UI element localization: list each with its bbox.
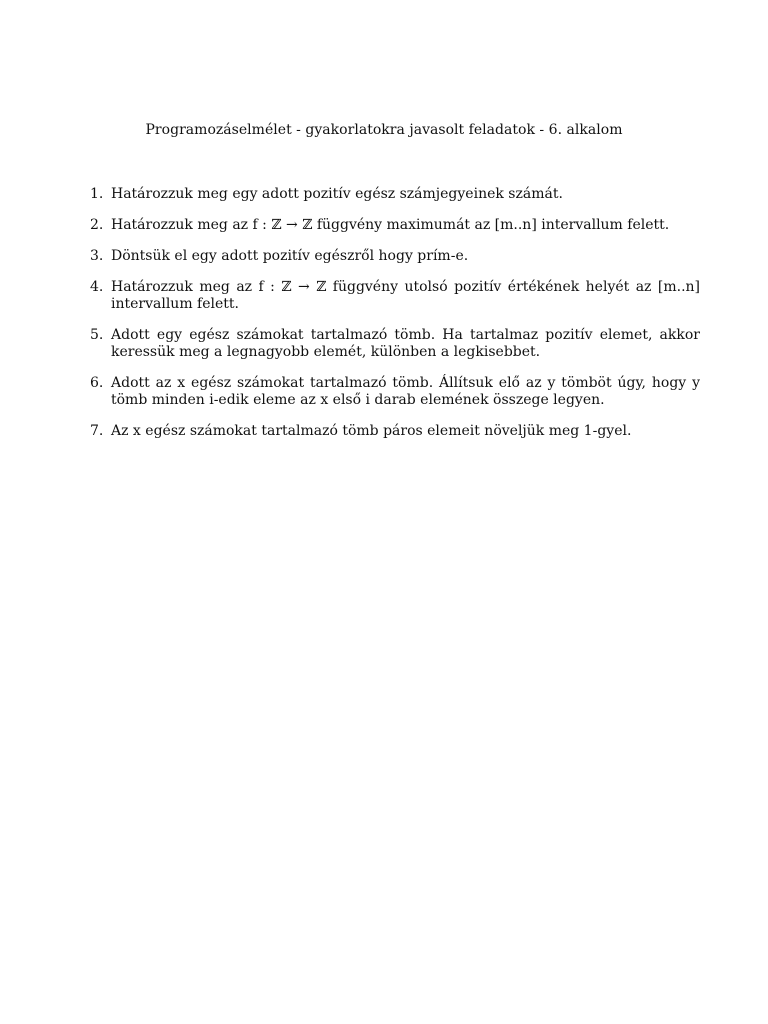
item-number: 6.: [90, 375, 104, 391]
list-item: [90, 217, 700, 234]
item-number: 3.: [90, 248, 104, 264]
item-number: 5.: [90, 327, 104, 343]
list-item: [90, 423, 700, 440]
item-number: 2.: [90, 217, 104, 233]
item-number: 7.: [90, 423, 104, 439]
list-item: [90, 248, 700, 265]
item-number: 4.: [90, 279, 104, 295]
item-number: 1.: [90, 186, 104, 202]
document-title: Programozáselmélet - gyakorlatokra javasolt feladatok - 6. alkalom: [145, 122, 623, 138]
item-text: Adott egy egész számokat tartalmazó tömb. Ha tartalmaz pozitív elemet, akkor keressük meg a legnagyobb elemét, különben a legkisebbet.: [111, 327, 700, 360]
item-text: Határozzuk meg egy adott pozitív egész számjegyeinek számát.: [111, 186, 563, 202]
list-item: [90, 375, 700, 409]
item-text: Adott az x egész számokat tartalmazó tömb. Állítsuk elő az y tömböt úgy, hogy y tömb minden i-edik eleme az x első i darab elemének összege legyen.: [111, 375, 700, 408]
list-item: [90, 327, 700, 361]
exercise-list: [90, 186, 700, 454]
item-text: Döntsük el egy adott pozitív egészről hogy prím-e.: [111, 248, 469, 264]
item-text: Az x egész számokat tartalmazó tömb páros elemeit növeljük meg 1-gyel.: [111, 423, 632, 439]
item-text: Határozzuk meg az f : ℤ → ℤ függvény utolsó pozitív értékének helyét az [m..n] intervallum felett.: [111, 279, 700, 312]
list-item: [90, 279, 700, 313]
list-item: [90, 186, 700, 203]
item-text: Határozzuk meg az f : ℤ → ℤ függvény maximumát az [m..n] intervallum felett.: [111, 217, 670, 233]
